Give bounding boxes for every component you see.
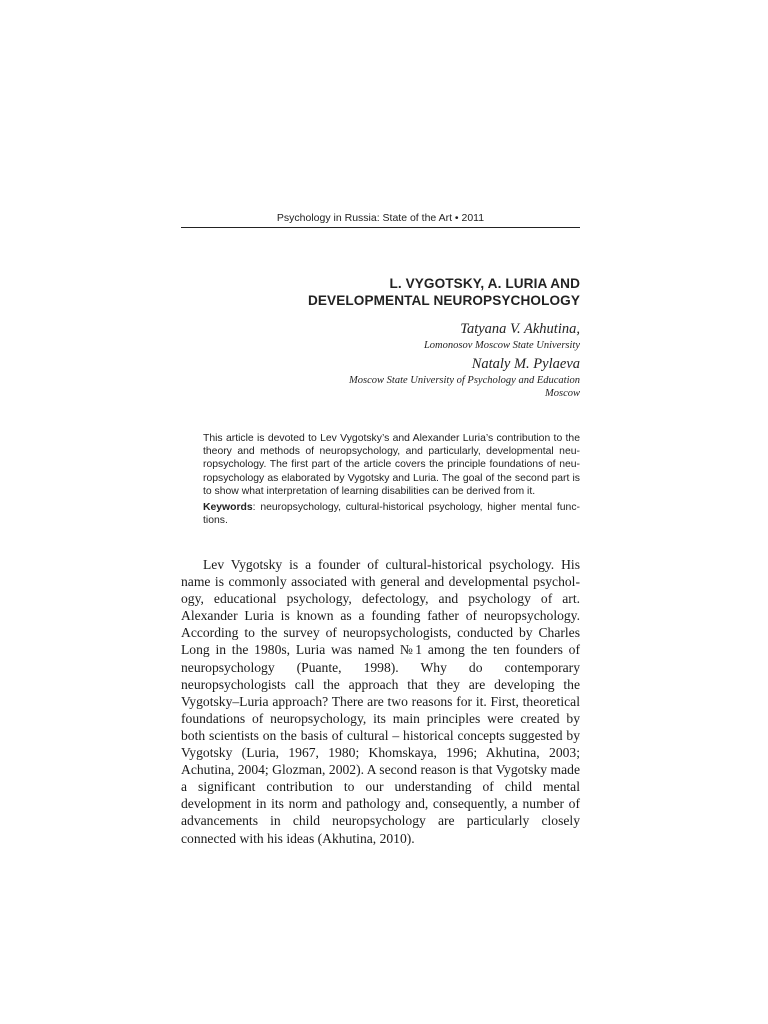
article-title [181, 275, 580, 309]
title-line-2: DEVELOPMENTAL NEUROPSYCHOLOGY [307, 293, 580, 308]
title-line-1: L. VYGOTSKY, A. LURIA AND [389, 276, 580, 291]
author-name: Tatyana V. Akhutina, [460, 321, 580, 337]
keywords-text: : neuropsychology, cultural-historical psychology, higher mental functions. [203, 502, 580, 527]
author-affiliation: Lomonosov Moscow State University [423, 340, 580, 351]
header-rule [181, 227, 580, 228]
keywords [203, 501, 580, 527]
author-name: Nataly M. Pylaeva [471, 356, 580, 372]
body-paragraph: Lev Vygotsky is a founder of cultural-historical psychology. His name is commonly associated with general and developmental psychology, educational psychology, defectology, and psychology of art. Alexander Luria is known as a founding father of neuropsychology. According to the survey of neuropsychologists, conducted by Charles Long in the 1980s, Luria was named №1 among the ten founders of neuropsychology (Puante, 1998). Why do contemporary neuropsychologists call the approach that they are developing the Vygotsky–Luria approach? There are two reasons for it. First, theoretical foundations of neuropsychology, its main principles were created by both scientists on the basis of cultural – historical concepts suggested by Vygotsky (Luria, 1967, 1980; Khomskaya, 1996; Akhutina, 2003; Achutina, 2004; Glozman, 2002). A second reason is that Vygotsky made a significant contribution to our understanding of child mental development in its norm and pathology and, consequently, a number of advancements in child neuropsychology are particularly closely connected with his ideas (Akhutina, 2010). [181, 557, 580, 846]
author-affiliation: Moscow State University of Psychology and Education [349, 375, 580, 386]
running-head: Psychology in Russia: State of the Art • 2011 [276, 212, 485, 224]
author-city: Moscow [545, 388, 580, 399]
abstract: This article is devoted to Lev Vygotsky’s and Alexander Luria’s contribution to the theory and methods of neuropsychology, and particularly, developmental neuropsychology. The first part of the article covers the principle foundations of neuropsychology as elaborated by Vygotsky and Luria. The goal of the second part is to show what interpretation of learning disabilities can be derived from it. [203, 433, 580, 497]
keywords-label: Keywords [203, 502, 253, 513]
